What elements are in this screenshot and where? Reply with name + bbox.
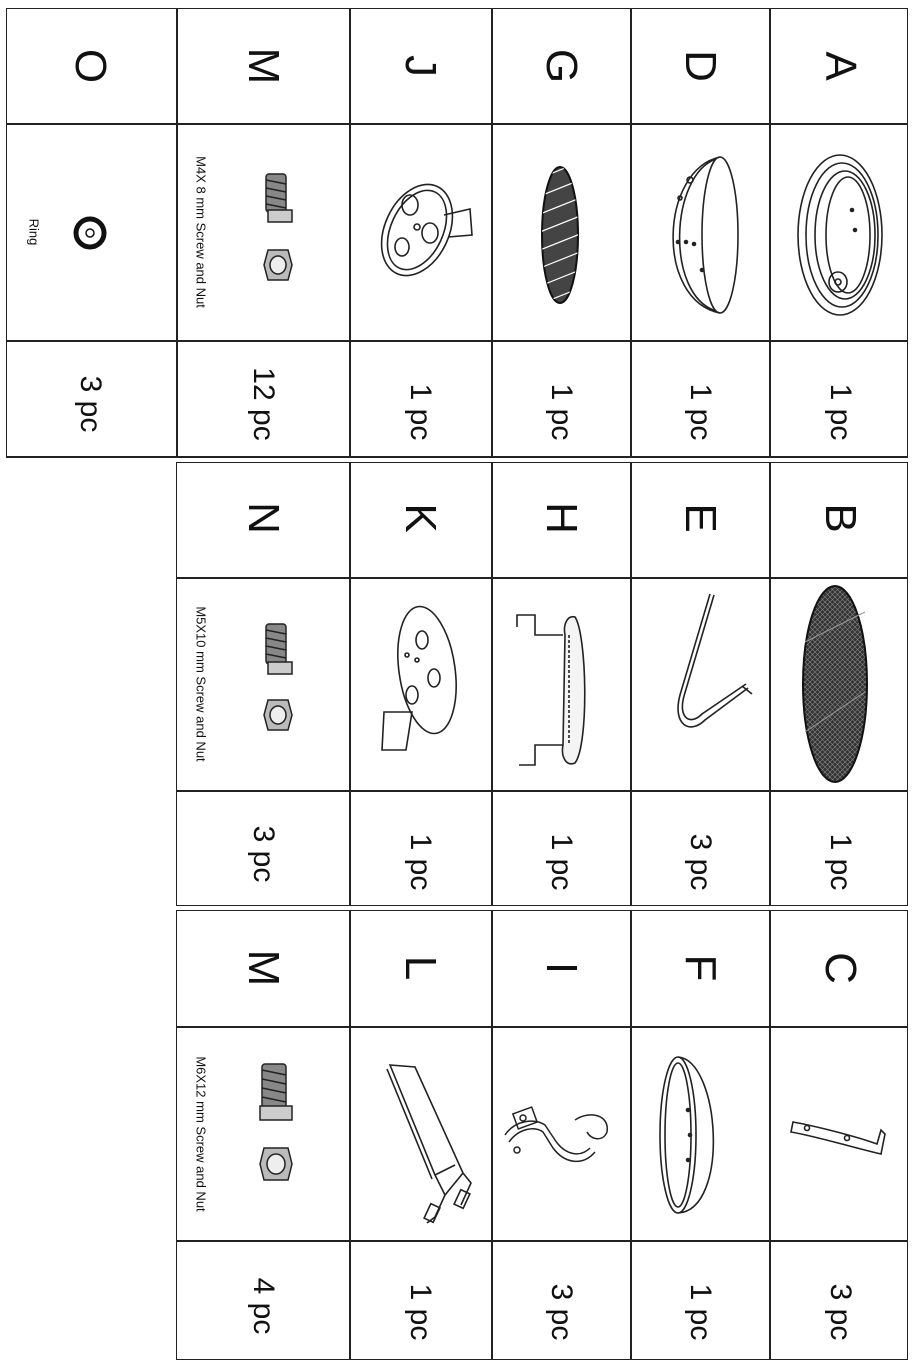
part-quantity: 3 pc bbox=[684, 833, 717, 891]
part-caption: M4X 8 mm Screw and Nut bbox=[193, 156, 209, 308]
part-letter: D bbox=[676, 50, 725, 82]
part-quantity: 1 pc bbox=[824, 383, 857, 441]
part-letter: H bbox=[537, 502, 586, 534]
charcoal-grate-icon bbox=[535, 160, 585, 310]
screw-nut-icon bbox=[254, 1060, 298, 1200]
part-letter: N bbox=[239, 502, 288, 534]
part-letter: J bbox=[396, 55, 445, 77]
part-letter: C bbox=[816, 952, 865, 984]
part-letter: M bbox=[239, 47, 288, 85]
part-letter: E bbox=[676, 503, 725, 533]
leg-bracket-icon bbox=[495, 1080, 615, 1180]
part-letter: G bbox=[537, 48, 586, 84]
bent-rod-icon bbox=[650, 590, 760, 740]
part-letter: L bbox=[396, 955, 445, 981]
part-letter: O bbox=[66, 48, 115, 84]
part-quantity: 3 pc bbox=[545, 1283, 578, 1341]
vent-plate-icon bbox=[372, 175, 482, 285]
frame-icon bbox=[365, 1055, 485, 1230]
part-caption: Ring bbox=[26, 218, 42, 246]
part-quantity: 3 pc bbox=[824, 1283, 857, 1341]
part-caption: M5X10 mm Screw and Nut bbox=[193, 606, 209, 762]
part-quantity: 1 pc bbox=[545, 833, 578, 891]
part-quantity: 3 pc bbox=[74, 375, 107, 433]
part-quantity: 1 pc bbox=[824, 833, 857, 891]
part-quantity: 1 pc bbox=[404, 383, 437, 441]
part-quantity: 1 pc bbox=[545, 383, 578, 441]
part-letter: B bbox=[816, 503, 865, 533]
part-quantity: 3 pc bbox=[247, 825, 280, 883]
part-letter: K bbox=[396, 503, 445, 533]
vent-disc-icon bbox=[372, 600, 472, 770]
part-letter: I bbox=[537, 961, 586, 975]
part-quantity: 1 pc bbox=[404, 833, 437, 891]
part-quantity: 1 pc bbox=[684, 1283, 717, 1341]
part-letter: M bbox=[239, 949, 288, 987]
bowl-icon bbox=[650, 150, 750, 320]
part-quantity: 1 pc bbox=[404, 1283, 437, 1341]
cooking-grate-icon bbox=[795, 582, 875, 787]
handle-bracket-icon bbox=[505, 605, 615, 775]
part-letter: A bbox=[816, 51, 865, 81]
ash-pan-icon bbox=[650, 1050, 750, 1220]
screw-nut-icon bbox=[258, 620, 298, 750]
part-quantity: 12 pc bbox=[247, 367, 280, 441]
part-caption: M6X12 mm Screw and Nut bbox=[193, 1056, 209, 1212]
screw-nut-icon bbox=[258, 170, 298, 300]
part-quantity: 4 pc bbox=[247, 1277, 280, 1335]
part-letter: F bbox=[676, 954, 725, 982]
leg-clip-icon bbox=[785, 1100, 895, 1170]
lid-icon bbox=[790, 150, 890, 320]
ring-icon bbox=[72, 215, 108, 251]
part-quantity: 1 pc bbox=[684, 383, 717, 441]
